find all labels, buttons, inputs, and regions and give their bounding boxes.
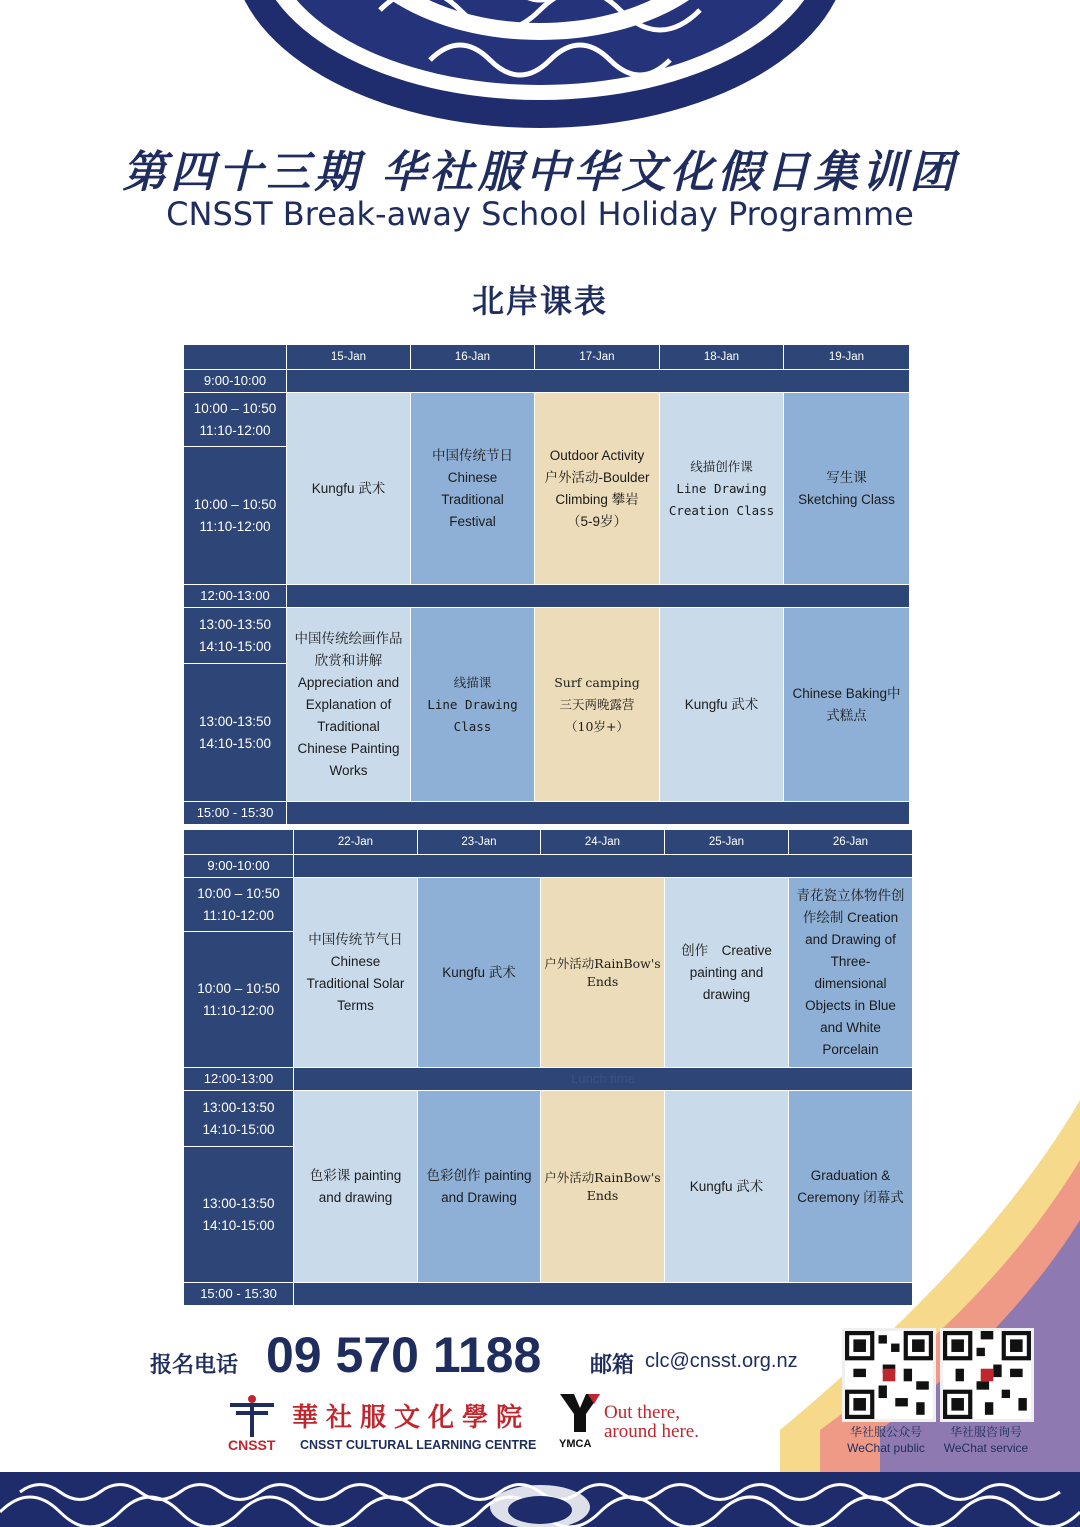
class-line: 中国传统节气日 xyxy=(308,931,403,947)
class-line: （5-9岁） xyxy=(566,513,627,529)
class-line: Class xyxy=(453,718,492,734)
class-line: Line Drawing xyxy=(676,480,767,496)
class-line: Chinese xyxy=(330,953,381,969)
cnsst-name-english: CNSST CULTURAL LEARNING CENTRE xyxy=(300,1438,537,1452)
class-cell xyxy=(418,1091,541,1283)
class-line: 户外活动RainBow's xyxy=(544,955,661,971)
schedule-subtitle: 北岸课表 xyxy=(471,282,608,320)
class-cell xyxy=(660,393,784,585)
email-address[interactable]: clc@cnsst.org.nz xyxy=(645,1350,798,1372)
time-slot: 13:00-13:50 14:10-15:00 xyxy=(184,608,287,664)
class-line: 色彩创作 painting xyxy=(426,1167,532,1183)
class-line: 创作 Creative xyxy=(681,942,772,958)
page-title-english: CNSST Break-away School Holiday Programme xyxy=(166,195,914,233)
class-cell xyxy=(287,608,411,802)
time-slot: 12:00-13:00 xyxy=(184,1068,294,1091)
band-row xyxy=(287,802,910,825)
qr-label-public: 华社服公众号 WeChat public xyxy=(847,1425,925,1455)
cnsst-logo-icon xyxy=(226,1395,278,1437)
time-slot: 10:00 – 10:50 11:10-12:00 xyxy=(184,932,294,1068)
blue-porcelain-medallion-icon xyxy=(230,0,850,130)
class-line: Kungfu 武术 xyxy=(684,696,759,712)
class-line: Kungfu 武术 xyxy=(442,964,516,980)
class-line: dimensional xyxy=(814,975,887,991)
class-line: Terms xyxy=(337,997,374,1013)
class-line: Three- xyxy=(830,953,871,969)
date-header: 15-Jan xyxy=(287,345,411,370)
class-line: Chinese Baking中 xyxy=(792,685,901,701)
class-line: and Drawing of xyxy=(805,931,896,947)
class-cell xyxy=(665,878,789,1068)
time-slot: 9:00-10:00 xyxy=(184,370,287,393)
class-cell xyxy=(660,608,784,802)
phone-number[interactable]: 09 570 1188 xyxy=(266,1327,542,1383)
ymca-tagline: Out there, xyxy=(604,1402,680,1423)
class-line: 线描课 xyxy=(453,674,492,690)
class-cell xyxy=(418,878,541,1068)
qr-code-icon[interactable] xyxy=(842,1328,936,1422)
schedule-table-week1 xyxy=(183,344,910,825)
class-cell xyxy=(784,393,910,585)
class-cell xyxy=(411,393,535,585)
band-row xyxy=(287,370,910,393)
time-slot: 13:00-13:50 14:10-15:00 xyxy=(184,664,287,802)
class-cell xyxy=(665,1091,789,1283)
class-line: Works xyxy=(329,762,368,778)
cnsst-abbreviation: CNSST xyxy=(228,1437,276,1453)
class-line: drawing xyxy=(702,986,751,1002)
class-line: Ends xyxy=(586,1187,619,1203)
ymca-label: YMCA xyxy=(559,1438,592,1450)
band-row xyxy=(287,585,910,608)
date-header: 24-Jan xyxy=(541,830,665,855)
date-header: 25-Jan xyxy=(665,830,789,855)
time-slot: 10:00 – 10:50 11:10-12:00 xyxy=(184,447,287,585)
phone-label: 报名电话 xyxy=(150,1353,239,1378)
time-slot: 15:00 - 15:30 xyxy=(184,802,287,825)
page-title-chinese: 第四十三期 华社服中华文化假日集训团 xyxy=(122,147,958,198)
cnsst-name-chinese: 華社服文化學院 xyxy=(292,1403,531,1433)
class-line: Line Drawing xyxy=(427,696,518,712)
class-line: Porcelain xyxy=(822,1041,879,1057)
header-corner xyxy=(184,830,294,855)
class-line: Sketching Class xyxy=(798,491,895,507)
time-slot: 13:00-13:50 14:10-15:00 xyxy=(184,1091,294,1147)
time-slot: 12:00-13:00 xyxy=(184,585,287,608)
email-label: 邮箱 xyxy=(590,1353,635,1378)
class-line: Objects in Blue xyxy=(805,997,896,1013)
time-slot: 10:00 – 10:50 11:10-12:00 xyxy=(184,393,287,447)
date-header: 18-Jan xyxy=(660,345,784,370)
decorative-swoosh-icon xyxy=(780,1100,1080,1480)
date-header: 17-Jan xyxy=(535,345,660,370)
class-line: 青花瓷立体物件创 xyxy=(796,887,905,903)
class-line: 三天两晚露营 xyxy=(559,696,635,712)
class-line: 作绘制 Creation xyxy=(802,909,899,925)
class-line: 欣赏和讲解 xyxy=(314,652,383,668)
date-header: 22-Jan xyxy=(294,830,418,855)
class-cell xyxy=(411,608,535,802)
class-line: （10岁+） xyxy=(565,718,629,734)
class-line: 色彩课 painting xyxy=(309,1167,402,1183)
class-cell xyxy=(541,1091,665,1283)
class-cell xyxy=(789,878,913,1068)
class-line: painting and xyxy=(689,964,764,980)
date-header: 16-Jan xyxy=(411,345,535,370)
class-line: Explanation of xyxy=(305,696,392,712)
class-cell xyxy=(294,878,418,1068)
ymca-tagline: around here. xyxy=(604,1421,699,1442)
class-line: Climbing 攀岩 xyxy=(555,491,639,507)
header-corner xyxy=(184,345,287,370)
lunch-band: Lunch time xyxy=(294,1068,913,1091)
class-line: Ceremony 闭幕式 xyxy=(797,1189,904,1205)
class-line: Surf camping xyxy=(554,674,640,690)
class-line: Graduation & xyxy=(810,1167,891,1183)
class-line: Festival xyxy=(449,513,496,529)
class-line: and drawing xyxy=(318,1189,393,1205)
class-line: Appreciation and xyxy=(297,674,400,690)
qr-label-service: 华社服咨询号 WeChat service xyxy=(943,1425,1029,1455)
class-line: 中国传统节日 xyxy=(432,447,513,463)
date-header: 19-Jan xyxy=(784,345,910,370)
class-line: 中国传统绘画作品 xyxy=(294,630,403,646)
class-line: Chinese xyxy=(447,469,498,485)
class-line: Outdoor Activity xyxy=(549,447,645,463)
time-slot: 9:00-10:00 xyxy=(184,855,294,878)
class-line: Traditional Solar xyxy=(306,975,405,991)
class-line: 户外活动-Boulder xyxy=(544,469,650,485)
class-line: Ends xyxy=(586,973,619,989)
band-row xyxy=(294,855,913,878)
class-line: 式糕点 xyxy=(826,707,867,723)
class-line: 线描创作课 xyxy=(690,458,753,474)
class-line: 写生课 xyxy=(826,469,867,485)
qr-code-icon[interactable] xyxy=(940,1328,1034,1422)
class-line: Chinese Painting xyxy=(297,740,400,756)
class-line: Kungfu 武术 xyxy=(689,1178,764,1194)
class-cell xyxy=(541,878,665,1068)
time-slot: 13:00-13:50 14:10-15:00 xyxy=(184,1147,294,1283)
time-slot: 10:00 – 10:50 11:10-12:00 xyxy=(184,878,294,932)
class-line: and White xyxy=(820,1019,881,1035)
class-line: Creation Class xyxy=(668,502,775,518)
porcelain-border-pattern-icon xyxy=(0,1472,1080,1527)
class-line: Traditional xyxy=(317,718,380,734)
class-cell xyxy=(784,608,910,802)
ymca-logo-icon xyxy=(558,1392,602,1432)
date-header: 26-Jan xyxy=(789,830,913,855)
class-cell xyxy=(287,393,411,585)
class-line: and Drawing xyxy=(441,1189,517,1205)
class-line: Traditional xyxy=(441,491,504,507)
class-cell xyxy=(535,608,660,802)
time-slot: 15:00 - 15:30 xyxy=(184,1283,294,1306)
class-cell xyxy=(294,1091,418,1283)
date-header: 23-Jan xyxy=(418,830,541,855)
class-cell xyxy=(535,393,660,585)
class-line: 户外活动RainBow's xyxy=(544,1169,661,1185)
class-line: Kungfu 武术 xyxy=(311,480,386,496)
